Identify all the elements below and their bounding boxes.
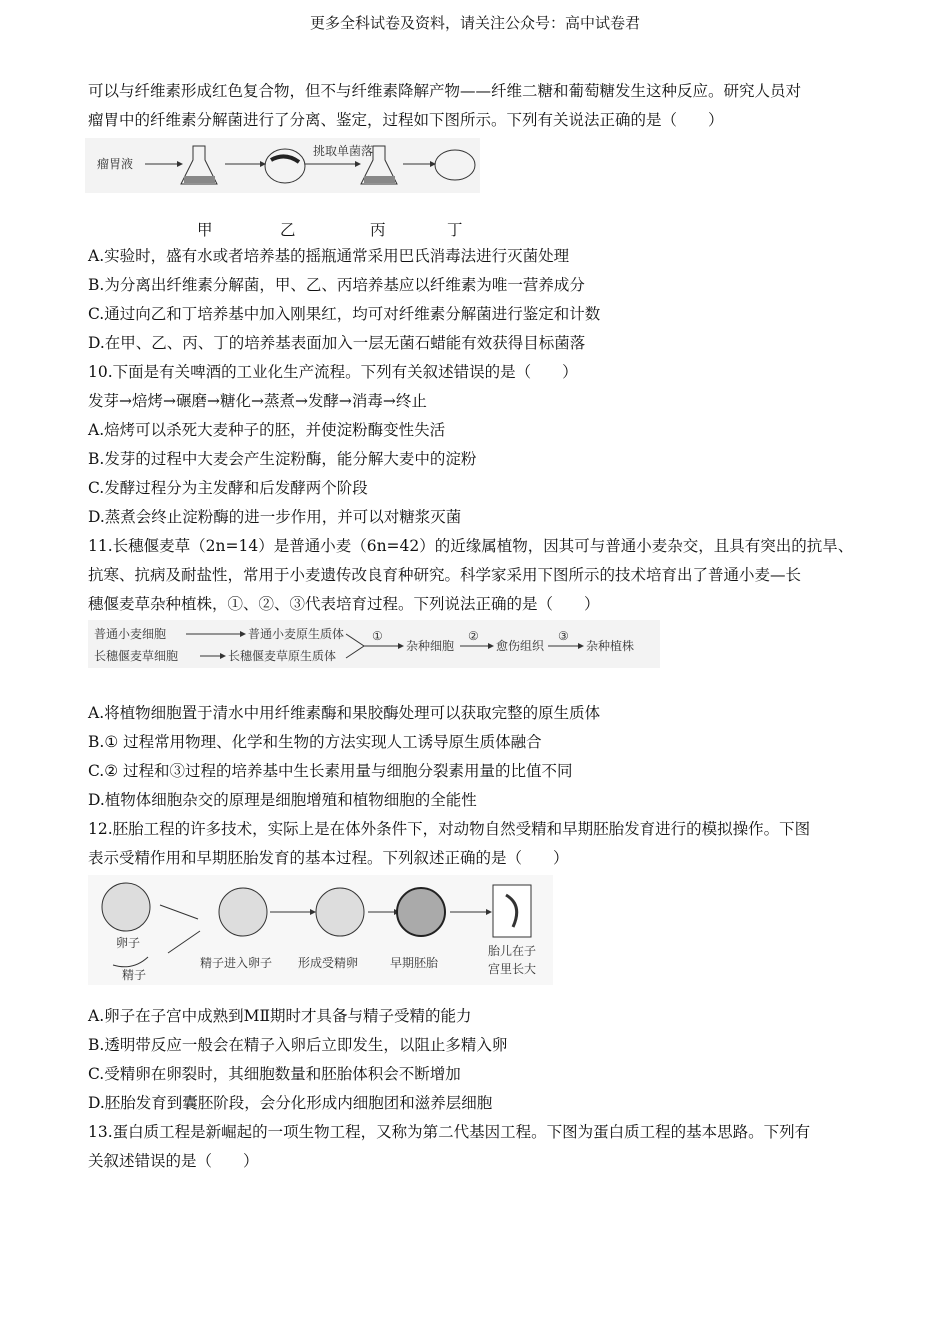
- option-d: D.植物体细胞杂交的原理是细胞增殖和植物细胞的全能性: [88, 791, 477, 809]
- figure-fertilization: [88, 875, 553, 985]
- question-10-flow: 发芽→焙烤→碾磨→糖化→蒸煮→发酵→消毒→终止: [88, 392, 427, 410]
- text-line: 瘤胃中的纤维素分解菌进行了分离、鉴定，过程如下图所示。下列有关说法正确的是（ ）: [88, 111, 724, 129]
- text-line: 可以与纤维素形成红色复合物，但不与纤维素降解产物——纤维二糖和葡萄糖发生这种反应。研究人员对: [88, 82, 802, 100]
- option-c: C.通过向乙和丁培养基中加入刚果红，均可对纤维素分解菌进行鉴定和计数: [88, 305, 601, 323]
- option-d: D.蒸煮会终止淀粉酶的进一步作用，并可以对糖浆灭菌: [88, 508, 462, 526]
- option-b: B.为分离出纤维素分解菌，甲、乙、丙培养基应以纤维素为唯一营养成分: [88, 276, 585, 294]
- page-header: 更多全科试卷及资料，请关注公众号：高中试卷君: [309, 14, 640, 32]
- option-d: D.胚胎发育到囊胚阶段，会分化形成内细胞团和滋养层细胞: [88, 1094, 493, 1112]
- text-line: 关叙述错误的是（ ）: [88, 1152, 259, 1170]
- figure-label: 丁: [447, 221, 463, 239]
- question-12-options: [88, 1002, 868, 1176]
- step-marker: ①: [372, 629, 383, 643]
- figure-label: 丙: [370, 221, 386, 239]
- option-a: A.焙烤可以杀死大麦种子的胚，并使淀粉酶变性失活: [88, 421, 446, 439]
- step-marker: ②: [468, 629, 479, 643]
- question-13-stem: 13.蛋白质工程是新崛起的一项生物工程，又称为第二代基因工程。下图为蛋白质工程的基本思路。下列有: [88, 1123, 811, 1141]
- figure-bacteria-isolation: [85, 138, 480, 193]
- fetus-icon: [493, 885, 531, 937]
- figure-label: 卵子: [116, 936, 141, 950]
- figure-label: 甲: [197, 221, 213, 239]
- option-a: A.将植物细胞置于清水中用纤维素酶和果胶酶处理可以获取完整的原生质体: [88, 704, 601, 722]
- text-line: 抗寒、抗病及耐盐性，常用于小麦遗传改良育种研究。科学家采用下图所示的技术培育出了普通小麦—长: [88, 566, 802, 584]
- figure-label: 长穗偃麦草原生质体: [228, 649, 337, 663]
- figure-label: 长穗偃麦草细胞: [94, 649, 179, 663]
- figure-label: 愈伤组织: [496, 639, 545, 653]
- figure-label: 瘤胃液: [97, 157, 134, 171]
- zygote-icon: [316, 888, 364, 936]
- option-c: C.受精卵在卵裂时，其细胞数量和胚胎体积会不断增加: [88, 1065, 461, 1083]
- figure-label: 形成受精卵: [298, 956, 359, 970]
- figure-label: 普通小麦细胞: [94, 627, 167, 641]
- question-9-stem: [88, 77, 868, 135]
- petri-dish-icon: [435, 150, 475, 180]
- question-12-stem: 12.胚胎工程的许多技术，实际上是在体外条件下，对动物自然受精和早期胚胎发育进行的模拟操作。下图: [88, 820, 811, 838]
- option-c: C.发酵过程分为主发酵和后发酵两个阶段: [88, 479, 368, 497]
- figure-label: 杂种植株: [586, 639, 635, 653]
- figure-label: 精子进入卵子: [200, 956, 273, 970]
- figure-label: 杂种细胞: [406, 639, 455, 653]
- question-10-stem: 10.下面是有关啤酒的工业化生产流程。下列有关叙述错误的是（ ）: [88, 363, 578, 381]
- early-embryo-icon: [397, 888, 445, 936]
- question-11-options: [88, 699, 868, 873]
- figure-label: 挑取单菌落: [313, 144, 374, 158]
- fertilizing-egg-icon: [219, 888, 267, 936]
- question-11-stem: 11.长穗偃麦草（2n=14）是普通小麦（6n=42）的近缘属植物，因其可与普通小麦杂交，且具有突出的抗旱、: [88, 537, 854, 555]
- figure-label: 胎儿在子: [488, 944, 537, 958]
- figure-label: 乙: [280, 221, 296, 239]
- figure-label: 早期胚胎: [390, 956, 439, 970]
- sperm-icon: [113, 957, 148, 967]
- text-line: 穗偃麦草杂种植株，①、②、③代表培育过程。下列说法正确的是（ ）: [88, 595, 600, 613]
- text-line: 表示受精作用和早期胚胎发育的基本过程。下列叙述正确的是（ ）: [88, 849, 569, 867]
- option-c: C.② 过程和③过程的培养基中生长素用量与细胞分裂素用量的比值不同: [88, 762, 573, 780]
- figure-label: 宫里长大: [488, 962, 537, 976]
- option-a: A.卵子在子宫中成熟到MⅡ期时才具备与精子受精的能力: [88, 1007, 472, 1025]
- egg-icon: [102, 883, 150, 931]
- option-b: B.发芽的过程中大麦会产生淀粉酶，能分解大麦中的淀粉: [88, 450, 477, 468]
- option-b: B.透明带反应一般会在精子入卵后立即发生，以阻止多精入卵: [88, 1036, 508, 1054]
- question-9-options: [88, 242, 868, 619]
- option-b: B.① 过程常用物理、化学和生物的方法实现人工诱导原生质体融合: [88, 733, 542, 751]
- figure-hybridization: [88, 620, 660, 668]
- option-d: D.在甲、乙、丙、丁的培养基表面加入一层无菌石蜡能有效获得目标菌落: [88, 334, 586, 352]
- figure-label: 精子: [122, 968, 147, 982]
- petri-dish-icon: [265, 149, 305, 183]
- option-a: A.实验时，盛有水或者培养基的摇瓶通常采用巴氏消毒法进行灭菌处理: [88, 247, 570, 265]
- figure-label: 普通小麦原生质体: [248, 627, 345, 641]
- step-marker: ③: [558, 629, 569, 643]
